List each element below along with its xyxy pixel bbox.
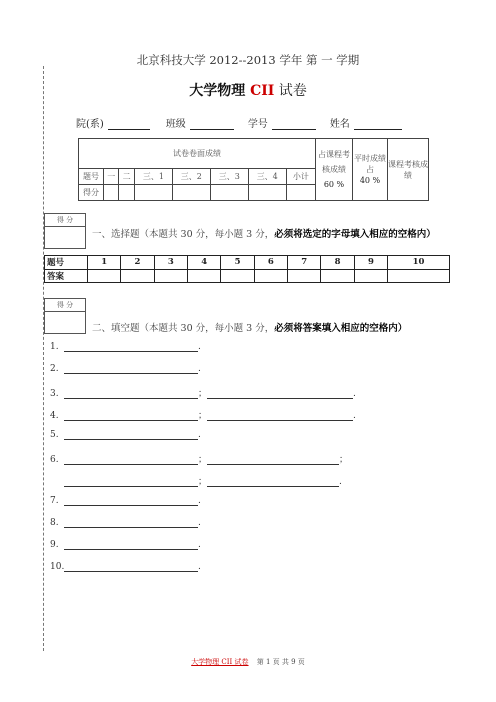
answer-cell[interactable] [88,269,121,283]
answer-number: 10 [388,256,450,270]
score-cell[interactable] [286,185,315,201]
col-3-3: 三、3 [210,169,248,185]
fill-item-3: 3. ； . [50,389,356,399]
fill-number: 4. [50,411,59,421]
section2-heading [92,320,407,334]
answer-cell[interactable] [121,269,154,283]
score-summary-table [78,138,429,201]
fill-number: 1. [50,342,59,352]
fill-item-8: 8. . [50,518,201,528]
answer-cell[interactable] [354,269,387,283]
student-no-blank[interactable] [272,119,316,130]
fill-number: 9. [50,540,59,550]
answer-number: 7 [288,256,321,270]
answer-number: 6 [254,256,287,270]
exam-title [0,80,496,100]
fill-blank[interactable] [64,455,198,465]
title-course-code: CII [250,83,275,99]
col-3-1: 三、1 [134,169,172,185]
final-score-label: 课程考核成绩 [388,159,428,180]
grade-box-label: 得 分 [45,214,85,227]
fill-blank[interactable] [64,430,198,440]
score-cell[interactable] [172,185,210,201]
fill-blank[interactable] [207,411,353,421]
fill-item-9: 9. . [50,540,201,550]
answer-cell[interactable] [254,269,287,283]
col-2: 二 [119,169,134,185]
answer-cell[interactable] [388,269,450,283]
section2-text: 二、填空题（本题共 30 分，每小题 3 分， [92,323,275,334]
answer-cell[interactable] [188,269,221,283]
fill-item-10: 10. . [50,562,201,572]
fill-item-4: 4. ； . [50,411,356,421]
score-cell[interactable] [119,185,134,201]
answer-number: 2 [121,256,154,270]
fill-item-6-cont: ； . [50,474,342,487]
exam-score-title: 试卷卷面成绩 [79,139,316,169]
score-cell[interactable] [134,185,172,201]
usual-cell [353,139,388,201]
fill-blank[interactable] [207,477,339,487]
col-3-4: 三、4 [248,169,286,185]
score-cell[interactable] [104,185,119,201]
fill-number: 2. [50,364,59,374]
weight-value: 60 % [323,180,345,189]
answer-number: 4 [188,256,221,270]
fill-blank[interactable] [64,411,198,421]
fill-blank[interactable] [64,389,198,399]
fill-blank[interactable] [207,389,353,399]
answer-number: 5 [221,256,254,270]
fill-number: 3. [50,389,59,399]
score-cell[interactable] [248,185,286,201]
usual-label: 平时成绩占 [354,154,386,174]
answer-number: 3 [154,256,187,270]
grade-box-section1 [44,213,86,249]
answer-cell[interactable] [221,269,254,283]
fill-number: 7. [50,496,59,506]
name-blank[interactable] [354,119,402,130]
fill-item-7: 7. . [50,496,201,506]
col-1: 一 [104,169,119,185]
answer-table [44,255,450,283]
exam-header: 北京科技大学 2012--2013 学年 第 一 学期 [136,53,360,67]
fill-blank[interactable] [64,540,198,550]
fill-blank[interactable] [207,455,339,465]
weight-cell [316,139,353,201]
student-no-label: 学号 [247,119,268,130]
answer-cell[interactable] [154,269,187,283]
fill-blank[interactable] [64,518,198,528]
answer-number: 1 [88,256,121,270]
col-subtotal: 小计 [286,169,315,185]
fill-item-1: 1. . [50,342,201,352]
grade-box-label: 得 分 [45,299,85,312]
section1-heading [92,226,436,240]
dept-blank[interactable] [108,119,150,130]
section1-text: 一、选择题（本题共 30 分，每小题 3 分， [92,229,275,240]
fill-item-5: 5. . [50,430,201,440]
fill-number: 6. [50,455,59,465]
title-suffix: 试卷 [274,83,307,99]
fill-item-2: 2. . [50,364,201,374]
final-score-cell [388,139,429,201]
answer-cell[interactable] [288,269,321,283]
class-label: 班级 [165,119,186,130]
dept-label: 院(系) [76,119,104,130]
fill-blank[interactable] [64,562,198,572]
page-footer [0,657,496,667]
student-info-row [76,115,402,130]
answer-row-label-number: 题号 [45,256,88,270]
answer-number: 9 [354,256,387,270]
fill-blank[interactable] [64,364,198,374]
grade-box-section2 [44,298,86,334]
col-3-2: 三、2 [172,169,210,185]
row-header-score: 得分 [79,185,104,201]
footer-course: 大学物理 CII 试卷 [191,658,249,666]
fill-number: 8. [50,518,59,528]
title-prefix: 大学物理 [189,83,251,99]
usual-value: 40 % [359,176,381,185]
fill-item-6: 6. ； ； [50,455,349,465]
binding-dashed-line [43,66,44,651]
name-label: 姓名 [329,119,350,130]
answer-row-label-answer: 答案 [45,269,88,283]
answer-number: 8 [321,256,354,270]
fill-number: 5. [50,430,59,440]
section1-emphasis: 必须将选定的字母填入相应的空格内） [274,229,436,240]
footer-page: 第 1 页 共 9 页 [256,658,305,666]
score-cell[interactable] [210,185,248,201]
answer-cell[interactable] [321,269,354,283]
fill-blank[interactable] [64,496,198,506]
fill-blank[interactable] [64,477,198,487]
row-header-number: 题号 [79,169,104,185]
fill-blank[interactable] [64,342,198,352]
weight-label: 占课程考核成绩 [318,150,350,174]
section2-emphasis: 必须将答案填入相应的空格内） [274,323,408,334]
class-blank[interactable] [190,119,234,130]
fill-number: 10. [50,562,65,572]
